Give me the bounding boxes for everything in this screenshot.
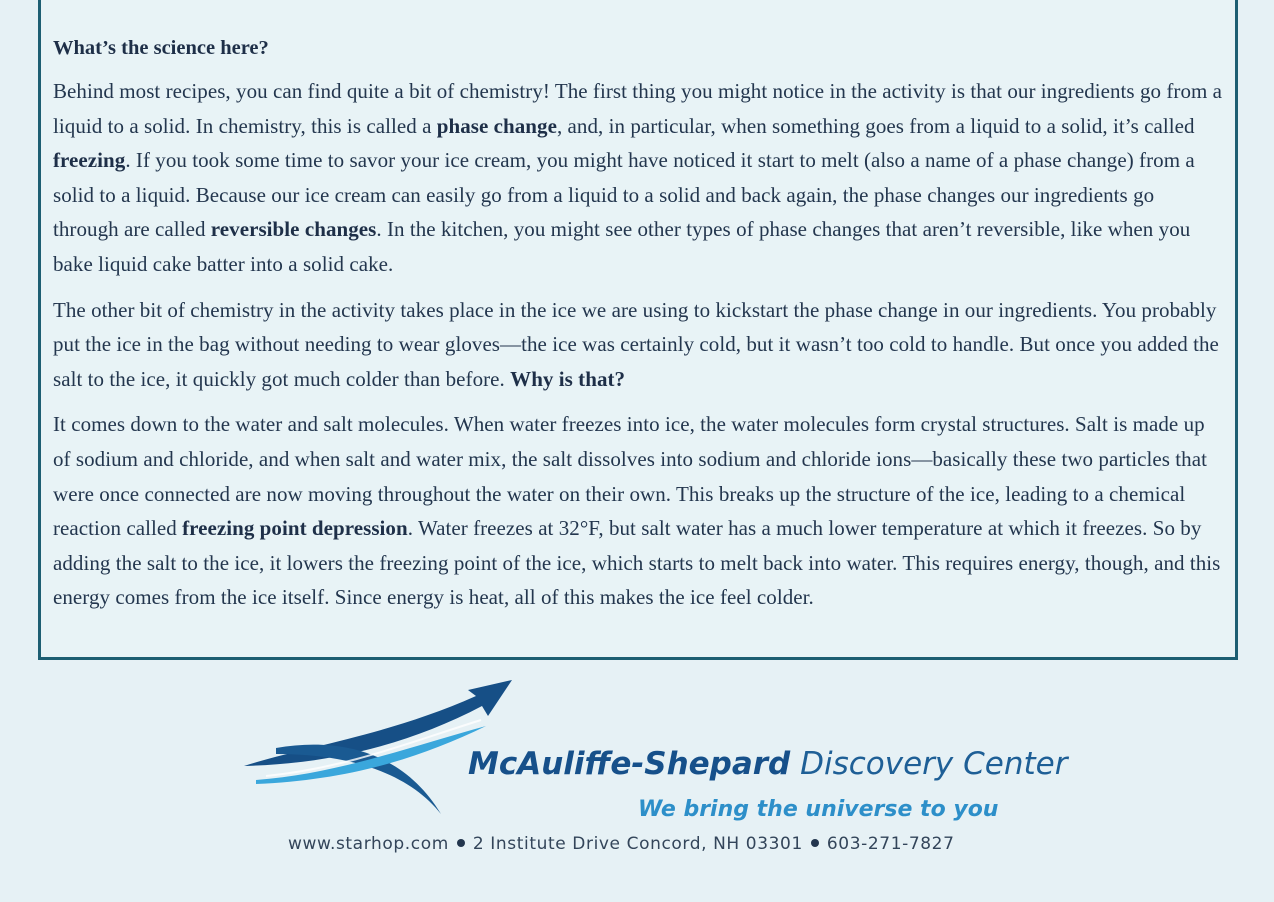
question-why: Why is that? bbox=[510, 366, 626, 391]
text-run: . Water freezes at 32°F, but salt water has a much lower temperature at which it freezes. So by adding the salt to the ice, it lowers the freezing point of the ice, which starts to melt back into water. This requires energy, though, and this energy comes from the ice itself. Since energy is heat, all of this makes the ice feel colder. bbox=[53, 516, 1221, 610]
brand-name bbox=[468, 746, 1067, 782]
contact-line bbox=[288, 834, 955, 854]
brand-name-bold: McAuliffe-Shepard bbox=[468, 746, 791, 782]
paragraph-ice-salt bbox=[53, 293, 1223, 397]
text-run: It comes down to the water and salt molecules. When water freezes into ice, the water molecules form crystal structures. Salt is made up of sodium and chloride, and when salt and water mix, the salt dissolves into sodium and chloride ions—basically these two particles that were once connected are now moving throughout the water on their own. This breaks up the structure of the ice, leading to a chemical reaction called bbox=[53, 412, 1207, 541]
website-link[interactable]: www.starhop.com bbox=[288, 834, 449, 854]
science-panel bbox=[38, 0, 1238, 660]
address: 2 Institute Drive Concord, NH 03301 bbox=[472, 834, 803, 854]
term-phase-change: phase change bbox=[436, 113, 557, 138]
tagline: We bring the universe to you bbox=[638, 797, 999, 822]
text-run: . If you took some time to savor your ice cream, you might have noticed it start to melt (also a name of a phase change) from a solid to a liquid. Because our ice cream can easily go from a liquid to a solid and back again, the phase changes our ingredients go through are called bbox=[53, 148, 1195, 242]
section-heading: What’s the science here? bbox=[53, 37, 269, 59]
term-reversible-changes: reversible changes bbox=[210, 217, 377, 242]
term-freezing: freezing bbox=[53, 148, 126, 173]
paragraph-phase-change bbox=[53, 74, 1223, 282]
phone-number: 603-271-7827 bbox=[826, 834, 955, 854]
text-run: . In the kitchen, you might see other types of phase changes that aren’t reversible, like when you bake liquid cake batter into a solid cake. bbox=[53, 217, 1191, 276]
text-run: , and, in particular, when something goes from a liquid to a solid, it’s called bbox=[556, 113, 1195, 138]
brand-name-light: Discovery Center bbox=[800, 746, 1068, 782]
text-run: The other bit of chemistry in the activity takes place in the ice we are using to kickstart the phase change in our ingredients. You probably put the ice in the bag without needing to wear gloves—the ice was certainly cold, but it wasn’t too cold to handle. But once you added the salt to the ice, it quickly got much colder than before. bbox=[53, 297, 1219, 391]
paragraph-molecules bbox=[53, 407, 1223, 615]
text-run: Behind most recipes, you can find quite a bit of chemistry! The first thing you might notice in the activity is that our ingredients go from a liquid to a solid. In chemistry, this is called a bbox=[53, 79, 1223, 138]
bullet-dot-icon bbox=[811, 839, 819, 847]
term-freezing-point-depression: freezing point depression bbox=[182, 516, 408, 541]
bullet-dot-icon bbox=[457, 839, 465, 847]
footer bbox=[0, 664, 1274, 902]
